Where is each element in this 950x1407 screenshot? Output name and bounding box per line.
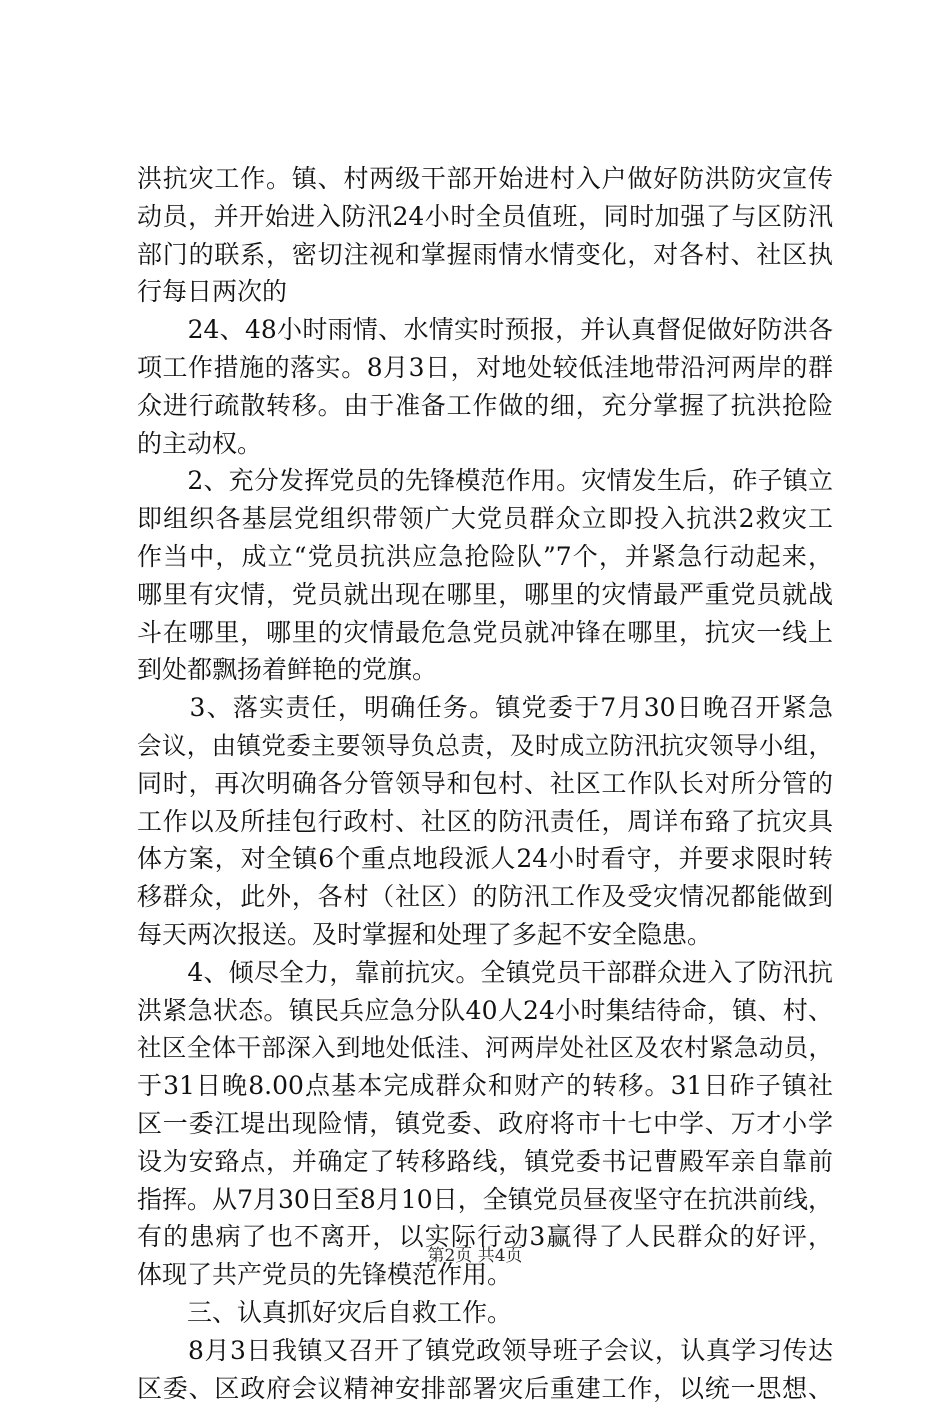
text-line: 作当中，成立“党员抗洪应急抢险队”7个，并紧急行动起来， <box>137 538 833 576</box>
text-line: 即组织各基层党组织带领广大党员群众立即投入抗洪2救灾工 <box>137 500 833 538</box>
text-line: 洪抗灾工作。镇、村两级干部开始进村入户做好防洪防灾宣传 <box>137 160 833 198</box>
text-line: 3、落实责任，明确任务。镇党委于7月30日晚召开紧急 <box>137 689 833 727</box>
text-line: 哪里有灾情，党员就出现在哪里，哪里的灾情最严重党员就战 <box>137 576 833 614</box>
text-line: 社区全体干部深入到地处低洼、河两岸处社区及农村紧急动员， <box>137 1029 833 1067</box>
text-line: 于31日晚8.00点基本完成群众和财产的转移。31日砟子镇社 <box>137 1067 833 1105</box>
text-line: 同时，再次明确各分管领导和包村、社区工作队长对所分管的 <box>137 765 833 803</box>
text-line: 到处都飘扬着鲜艳的党旗。 <box>137 651 833 689</box>
text-line: 工作以及所挂包行政村、社区的防汛责任，周详布臵了抗灾具 <box>137 803 833 841</box>
text-line: 斗在哪里，哪里的灾情最危急党员就冲锋在哪里，抗灾一线上 <box>137 614 833 652</box>
text-line: 区委、区政府会议精神安排部署灾后重建工作，以统一思想、 <box>137 1370 833 1407</box>
text-line: 项工作措施的落实。8月3日，对地处较低洼地带沿河两岸的群 <box>137 349 833 387</box>
text-line: 4、倾尽全力，靠前抗灾。全镇党员干部群众进入了防汛抗 <box>137 954 833 992</box>
text-line: 洪紧急状态。镇民兵应急分队40人24小时集结待命，镇、村、 <box>137 992 833 1030</box>
text-line: 动员，并开始进入防汛24小时全员值班，同时加强了与区防汛 <box>137 198 833 236</box>
text-line: 8月3日我镇又召开了镇党政领导班子会议，认真学习传达 <box>137 1332 833 1370</box>
text-line: 行每日两次的 <box>137 273 833 311</box>
text-line: 体方案，对全镇6个重点地段派人24小时看守，并要求限时转 <box>137 840 833 878</box>
text-line: 部门的联系，密切注视和掌握雨情水情变化，对各村、社区执 <box>137 236 833 274</box>
text-line: 三、认真抓好灾后自救工作。 <box>137 1294 833 1332</box>
text-line: 体现了共产党员的先锋模范作用。 <box>137 1256 833 1294</box>
text-line: 区一委江堤出现险情，镇党委、政府将市十七中学、万才小学 <box>137 1105 833 1143</box>
text-line: 有的患病了也不离开，以实际行动3赢得了人民群众的好评， <box>137 1218 833 1256</box>
text-line: 会议，由镇党委主要领导负总责，及时成立防汛抗灾领导小组， <box>137 727 833 765</box>
text-line: 众进行疏散转移。由于准备工作做的细，充分掌握了抗洪抢险 <box>137 387 833 425</box>
text-line: 指挥。从7月30日至8月10日，全镇党员昼夜坚守在抗洪前线， <box>137 1181 833 1219</box>
body-text <box>137 160 833 1407</box>
text-line: 设为安臵点，并确定了转移路线，镇党委书记曹殿军亲自靠前 <box>137 1143 833 1181</box>
text-line: 2、充分发挥党员的先锋模范作用。灾情发生后，砟子镇立 <box>137 462 833 500</box>
text-line: 24、48小时雨情、水情实时预报，并认真督促做好防洪各 <box>137 311 833 349</box>
text-line: 的主动权。 <box>137 425 833 463</box>
page-footer: 第2页 共4页 <box>0 1246 950 1266</box>
text-line: 移群众，此外，各村（社区）的防汛工作及受灾情况都能做到 <box>137 878 833 916</box>
text-line: 每天两次报送。及时掌握和处理了多起不安全隐患。 <box>137 916 833 954</box>
